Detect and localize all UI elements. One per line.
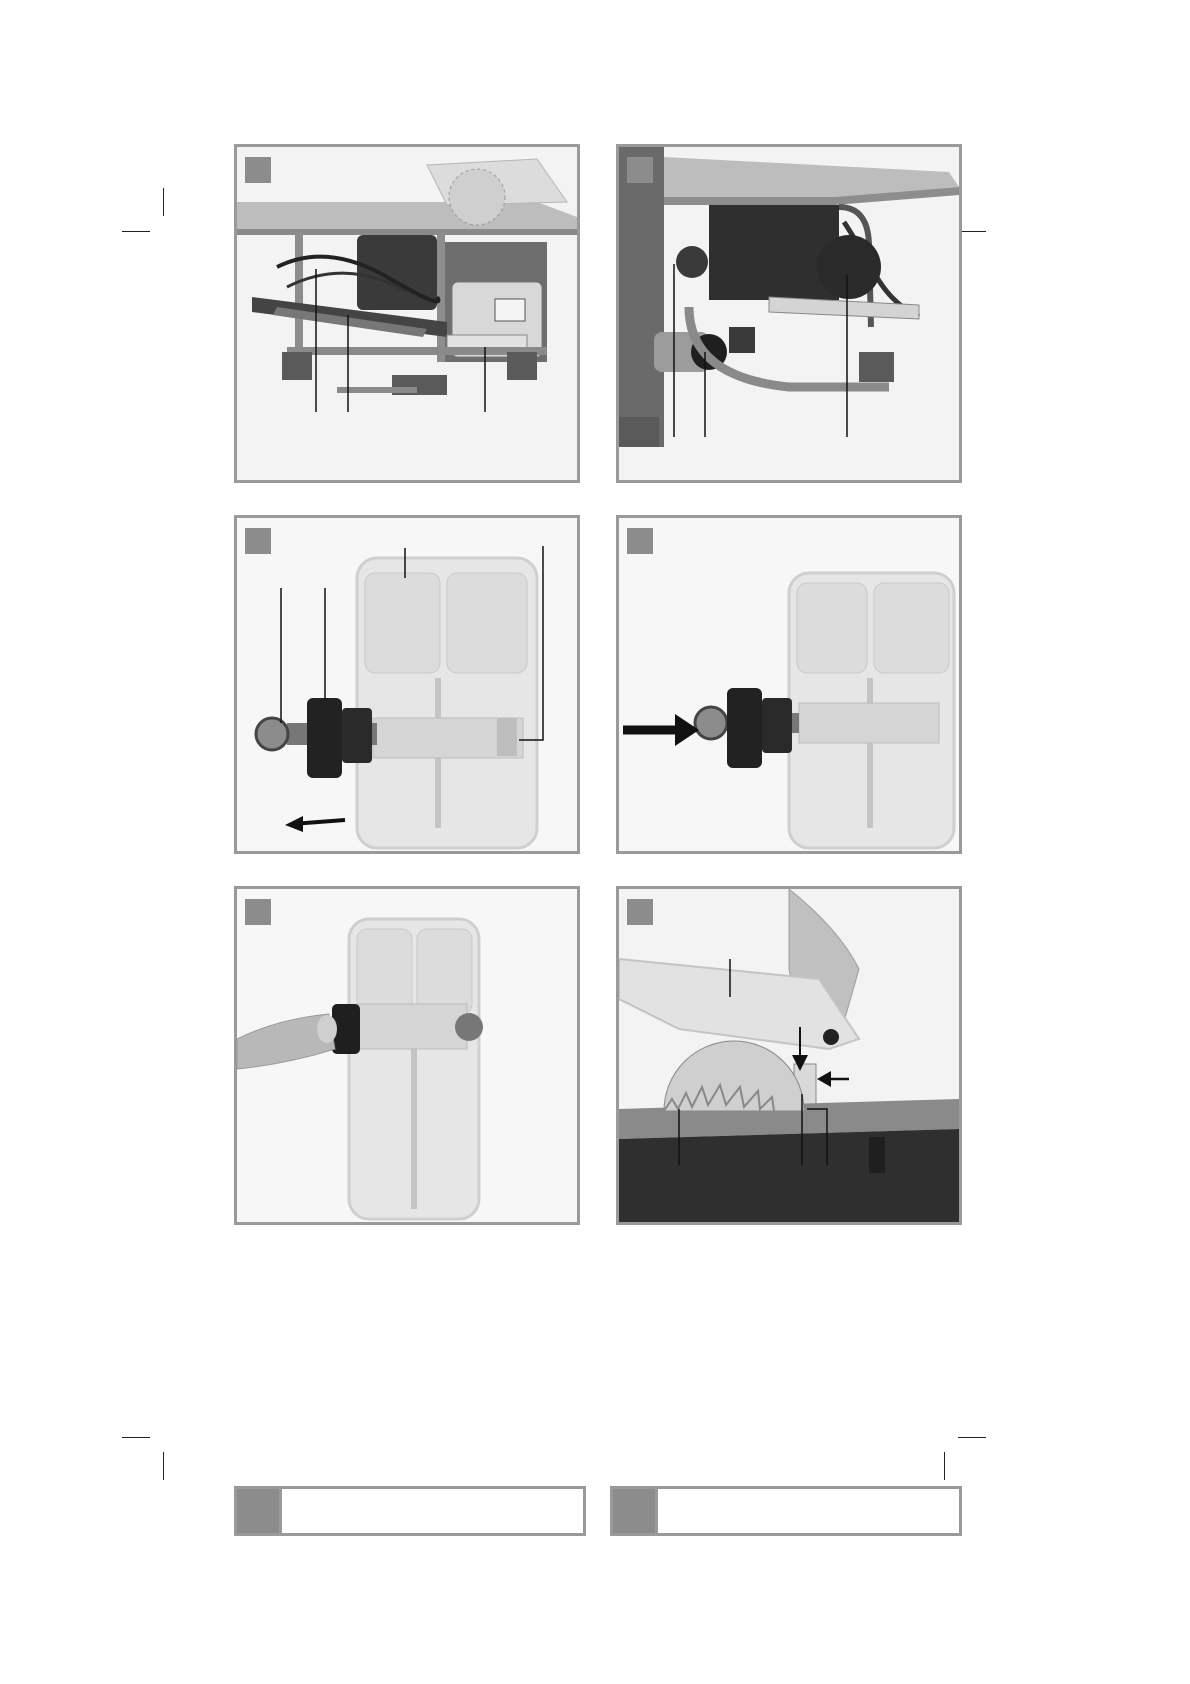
figure-1-number-badge [245, 157, 271, 183]
figure-4-illustration [619, 518, 959, 851]
figure-4-number-badge [627, 528, 653, 554]
footer-language-box-right [610, 1486, 962, 1536]
figure-2-illustration [619, 147, 959, 480]
footer-tab-left [237, 1489, 279, 1533]
footer-field-right [655, 1489, 959, 1533]
crop-mark-bottom-left-v [163, 1452, 164, 1480]
figure-4-panel [616, 515, 962, 854]
figure-3-number-badge [245, 528, 271, 554]
crop-mark-bottom-right-v [944, 1452, 945, 1480]
crop-mark-top-right-h [958, 231, 986, 232]
figure-5-number-badge [245, 899, 271, 925]
footer-language-box-left [234, 1486, 586, 1536]
figure-3-panel [234, 515, 580, 854]
figure-3-illustration [237, 518, 577, 851]
figure-1-panel [234, 144, 580, 483]
crop-mark-top-left-v [163, 188, 164, 216]
footer-field-left [279, 1489, 583, 1533]
figure-6-illustration [619, 889, 959, 1222]
crop-mark-bottom-right-h [958, 1437, 986, 1438]
figure-6-number-badge [627, 899, 653, 925]
crop-mark-top-left-h [122, 231, 150, 232]
figure-6-panel [616, 886, 962, 1225]
figure-5-illustration [237, 889, 577, 1222]
footer-tab-right [613, 1489, 655, 1533]
figure-2-number-badge [627, 157, 653, 183]
figure-1-illustration [237, 147, 577, 480]
figure-2-panel [616, 144, 962, 483]
crop-mark-bottom-left-h [122, 1437, 150, 1438]
figure-5-panel [234, 886, 580, 1225]
